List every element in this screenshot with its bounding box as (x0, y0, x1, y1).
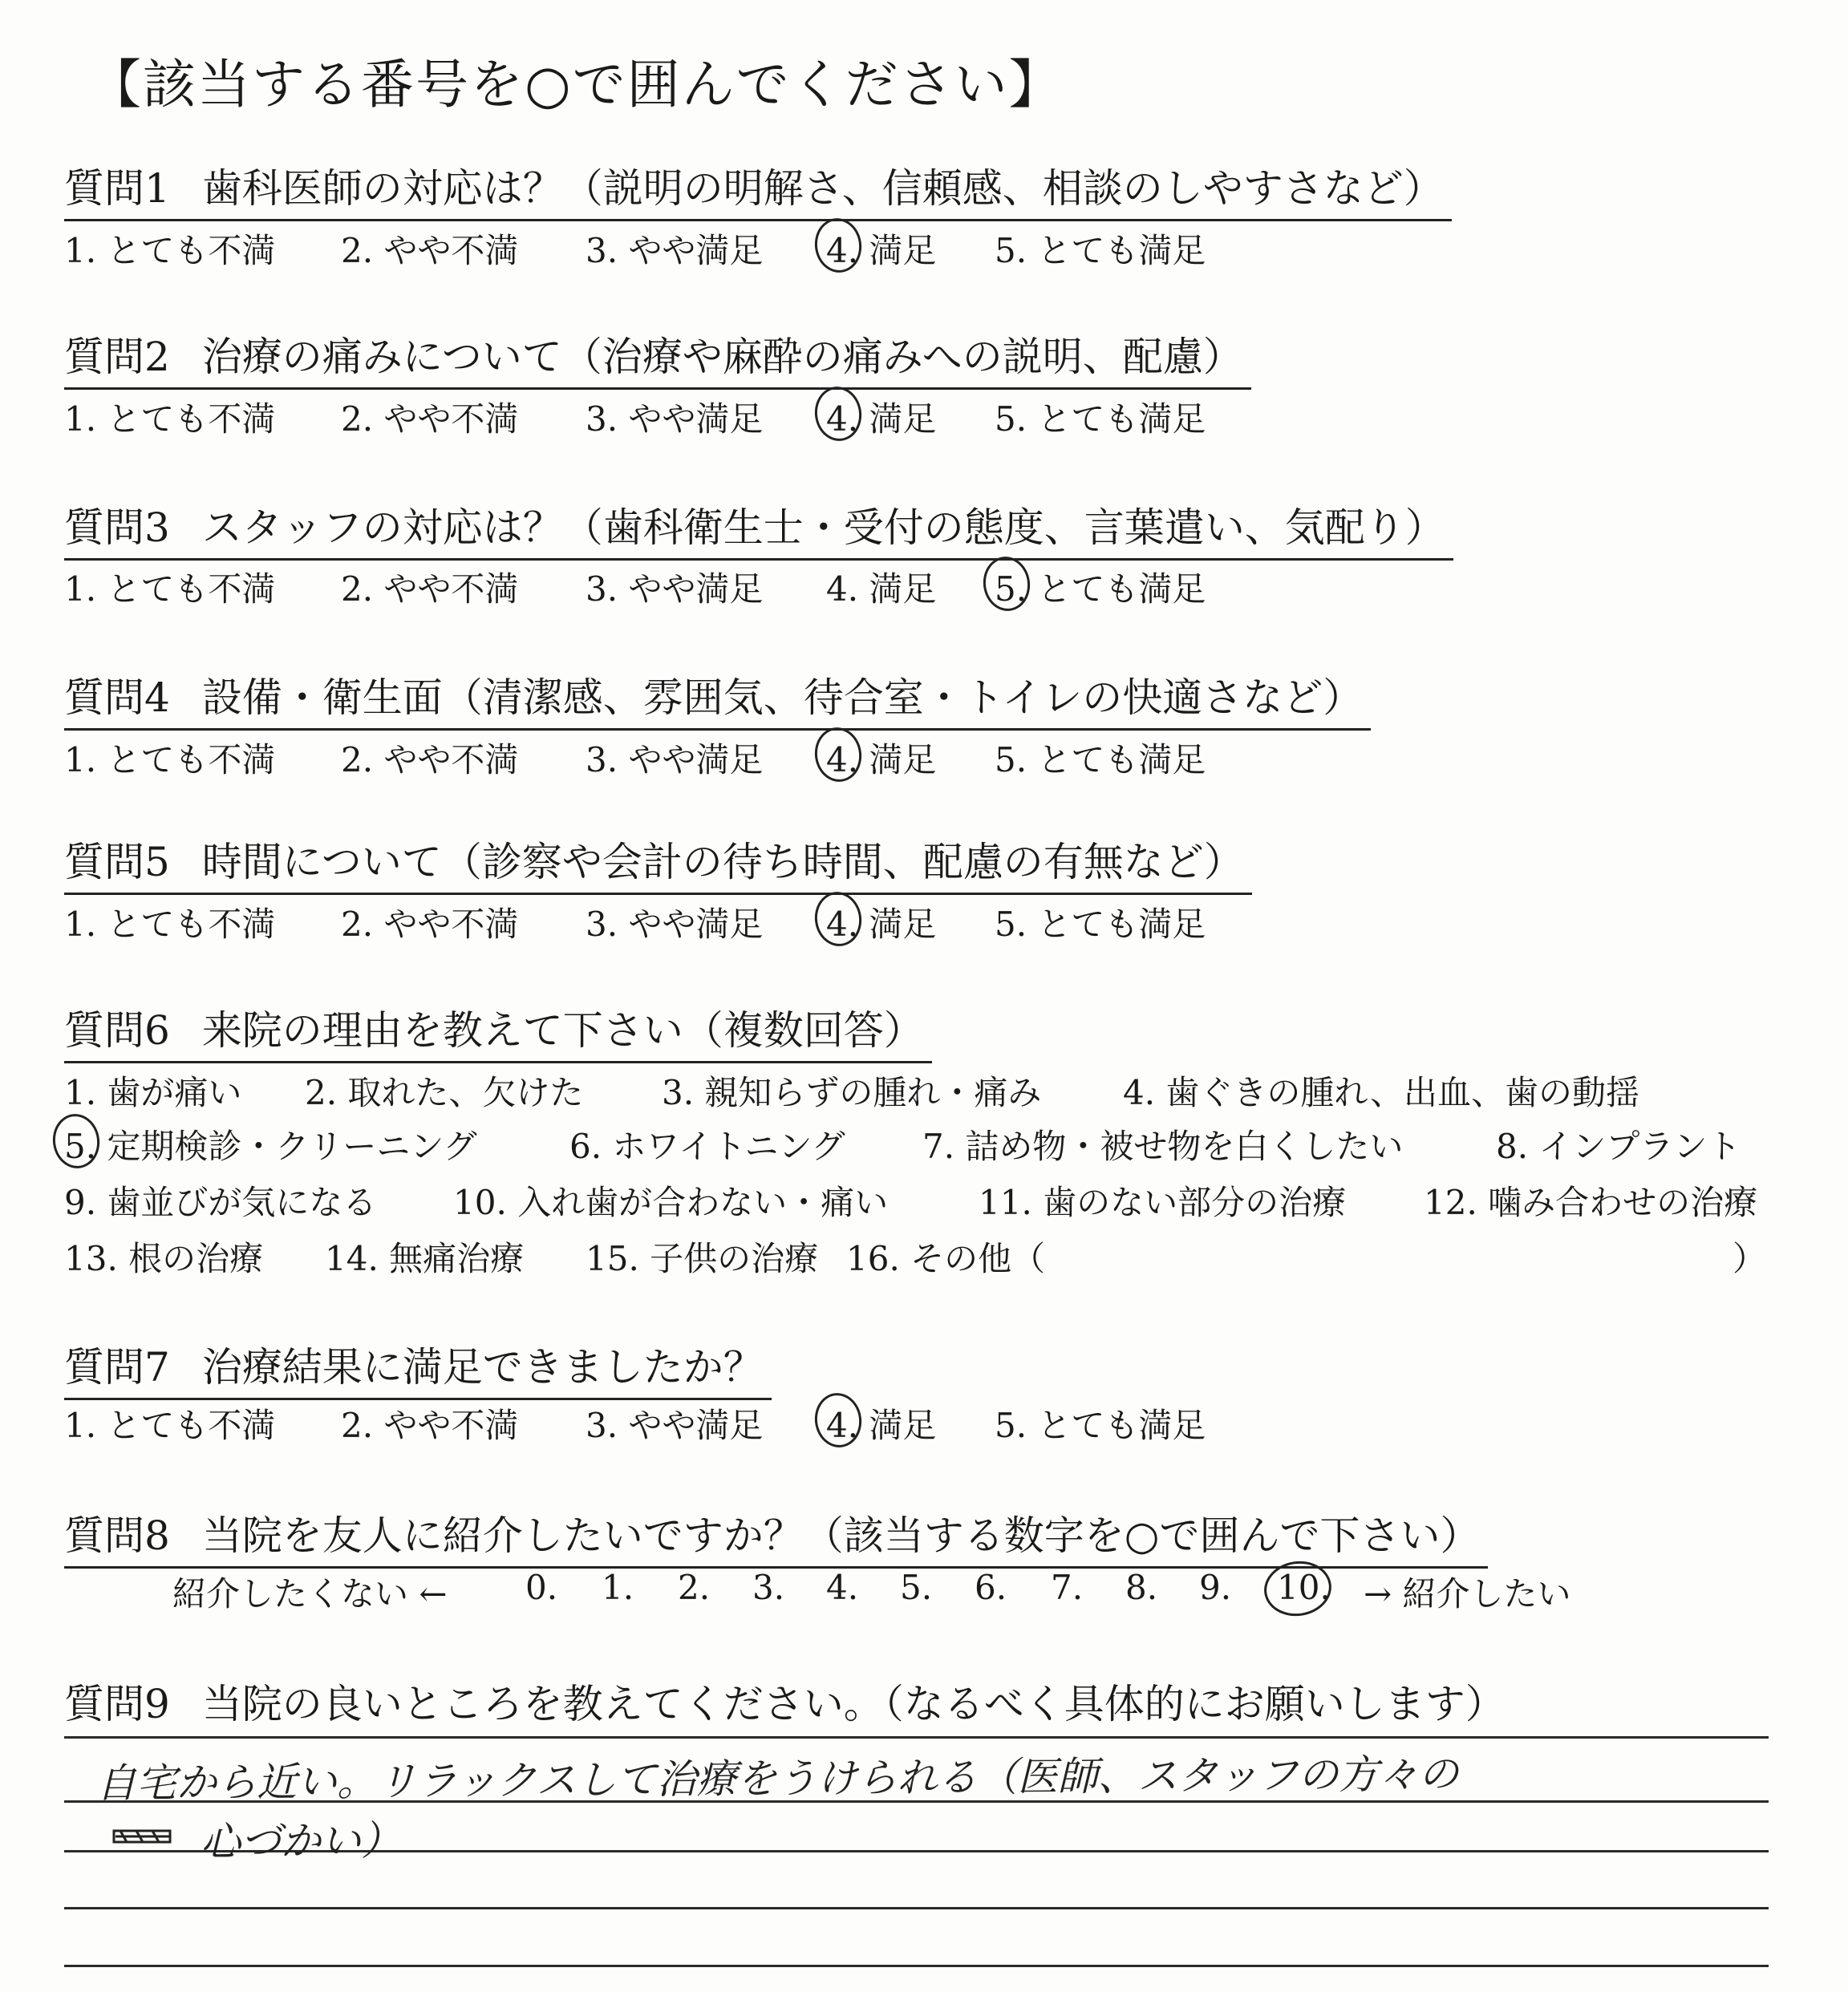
question-4-heading (64, 666, 1371, 731)
reason-option-other[interactable]: 16. その他（ (846, 1239, 1046, 1278)
option-4-circled[interactable]: 4. 満足 (826, 734, 936, 782)
option-2[interactable]: 2. やや不満 (341, 569, 519, 609)
question-text: 治療の痛みについて（治療や麻酔の痛みへの説明、配慮） (201, 334, 1243, 380)
question-9-heading (64, 1672, 1506, 1730)
question-6-heading (64, 998, 932, 1063)
reason-option[interactable]: 15. 子供の治療 (586, 1239, 819, 1278)
question-number: 質問2 (64, 334, 170, 380)
question-number: 質問7 (64, 1344, 170, 1391)
option-4-circled[interactable]: 4. 満足 (826, 898, 936, 946)
option-1[interactable]: 1. とても不満 (64, 231, 276, 270)
scale-option-8[interactable]: 8. (1125, 1568, 1158, 1607)
scale-option-7[interactable]: 7. (1051, 1568, 1084, 1607)
option-1[interactable]: 1. とても不満 (64, 1406, 276, 1445)
reason-option[interactable]: 6. ホワイトニング (569, 1127, 845, 1166)
reason-option[interactable]: 9. 歯並びが気になる (64, 1183, 377, 1222)
reason-option[interactable]: 4. 歯ぐきの腫れ、出血、歯の動揺 (1123, 1073, 1639, 1112)
scale-option-5[interactable]: 5. (900, 1568, 933, 1607)
question-text: 来院の理由を教えて下さい（複数回答） (201, 1007, 924, 1054)
question-3-heading (64, 496, 1453, 561)
option-2[interactable]: 2. やや不満 (341, 740, 519, 779)
question-text: 設備・衛生面（清潔感、雰囲気、待合室・トイレの快適さなど） (201, 674, 1364, 721)
other-close-paren: ） (1732, 1239, 1767, 1278)
question-number: 質問8 (64, 1512, 170, 1559)
page-title: 【該当する番号を○で囲んでください】 (88, 54, 1064, 115)
question-number: 質問5 (64, 839, 170, 885)
option-1[interactable]: 1. とても不満 (64, 399, 276, 439)
option-4-circled[interactable]: 4. 満足 (826, 1399, 936, 1447)
option-5[interactable]: 5. とても満足 (995, 740, 1206, 779)
reason-option[interactable]: 8. インプラント (1496, 1127, 1741, 1166)
crossed-out-scribble-icon (112, 1826, 173, 1847)
option-4[interactable]: 4. 満足 (826, 569, 937, 609)
option-5[interactable]: 5. とても満足 (995, 905, 1206, 944)
option-2[interactable]: 2. やや不満 (341, 905, 519, 944)
reason-option[interactable]: 1. 歯が痛い (64, 1073, 242, 1112)
question-number: 質問4 (64, 674, 170, 721)
handwritten-answer-line-1: 自宅から近い。リラックスして治療をうけられる（医師、スタッフの方々の (95, 1751, 1459, 1807)
question-number: 質問9 (64, 1681, 170, 1727)
option-3[interactable]: 3. やや満足 (586, 740, 764, 779)
handwritten-answer-line-2: 心づかい） (200, 1817, 402, 1865)
reason-option[interactable]: 13. 根の治療 (64, 1239, 264, 1278)
option-5[interactable]: 5. とても満足 (995, 231, 1206, 270)
question-text: 歯科医師の対応は？（説明の明解さ、信頼感、相談のしやすさなど） (201, 165, 1444, 212)
answer-line (64, 1965, 1769, 1967)
option-1[interactable]: 1. とても不満 (64, 905, 276, 944)
question-text: 時間について（診察や会計の待ち時間、配慮の有無など） (201, 839, 1244, 885)
option-4-circled[interactable]: 4. 満足 (826, 393, 936, 441)
option-3[interactable]: 3. やや満足 (586, 905, 764, 944)
option-5[interactable]: 5. とても満足 (995, 1406, 1206, 1445)
answer-line (64, 1736, 1769, 1739)
scale-option-6[interactable]: 6. (975, 1568, 1007, 1607)
option-5-circled[interactable]: 5. とても満足 (995, 563, 1206, 611)
question-2-heading (64, 325, 1251, 390)
reason-option-circled[interactable]: 5. 定期検診・クリーニング (64, 1120, 477, 1168)
scale-left-label: 紹介したくない ← (172, 1574, 448, 1613)
scale-right-label: → 紹介したい (1364, 1574, 1571, 1613)
scale-option-9[interactable]: 9. (1199, 1568, 1232, 1607)
question-5-heading (64, 830, 1252, 895)
option-3[interactable]: 3. やや満足 (586, 1406, 764, 1445)
scale-option-0[interactable]: 0. (525, 1568, 558, 1607)
reason-option[interactable]: 14. 無痛治療 (325, 1239, 525, 1278)
question-8-heading (64, 1504, 1488, 1569)
answer-line (64, 1907, 1769, 1909)
scale-option-4[interactable]: 4. (826, 1568, 859, 1607)
option-2[interactable]: 2. やや不満 (341, 1406, 519, 1445)
option-2[interactable]: 2. やや不満 (341, 399, 519, 439)
option-2[interactable]: 2. やや不満 (341, 231, 519, 270)
reason-option[interactable]: 11. 歯のない部分の治療 (979, 1183, 1347, 1222)
reason-option[interactable]: 3. 親知らずの腫れ・痛み (662, 1073, 1042, 1112)
reason-option[interactable]: 12. 噛み合わせの治療 (1424, 1183, 1758, 1222)
reason-option[interactable]: 7. 詰め物・被せ物を白くしたい (922, 1127, 1404, 1166)
question-text: 治療結果に満足できましたか？ (201, 1344, 764, 1391)
question-number: 質問1 (64, 165, 170, 212)
option-5[interactable]: 5. とても満足 (995, 399, 1206, 439)
question-1-heading (64, 156, 1452, 221)
scale-option-1[interactable]: 1. (602, 1568, 634, 1607)
scale-option-3[interactable]: 3. (752, 1568, 785, 1607)
reason-option[interactable]: 2. 取れた、欠けた (305, 1073, 584, 1112)
option-1[interactable]: 1. とても不満 (64, 569, 276, 609)
option-4-circled[interactable]: 4. 満足 (826, 225, 936, 273)
reason-option[interactable]: 10. 入れ歯が合わない・痛い (453, 1183, 889, 1222)
question-text: スタッフの対応は？（歯科衛生士・受付の態度、言葉遣い、気配り） (201, 504, 1445, 551)
scale-option-2[interactable]: 2. (678, 1568, 711, 1607)
question-7-heading (64, 1335, 772, 1400)
option-3[interactable]: 3. やや満足 (586, 569, 764, 609)
scale-option-10-circled[interactable]: 10. (1277, 1568, 1331, 1607)
question-number: 質問6 (64, 1007, 170, 1054)
option-3[interactable]: 3. やや満足 (586, 231, 764, 270)
option-3[interactable]: 3. やや満足 (586, 399, 764, 439)
option-1[interactable]: 1. とても不満 (64, 740, 276, 779)
question-number: 質問3 (64, 504, 170, 551)
question-text: 当院の良いところを教えてください。（なるべく具体的にお願いします） (201, 1681, 1506, 1727)
question-text: 当院を友人に紹介したいですか？（該当する数字を○で囲んで下さい） (201, 1512, 1481, 1559)
